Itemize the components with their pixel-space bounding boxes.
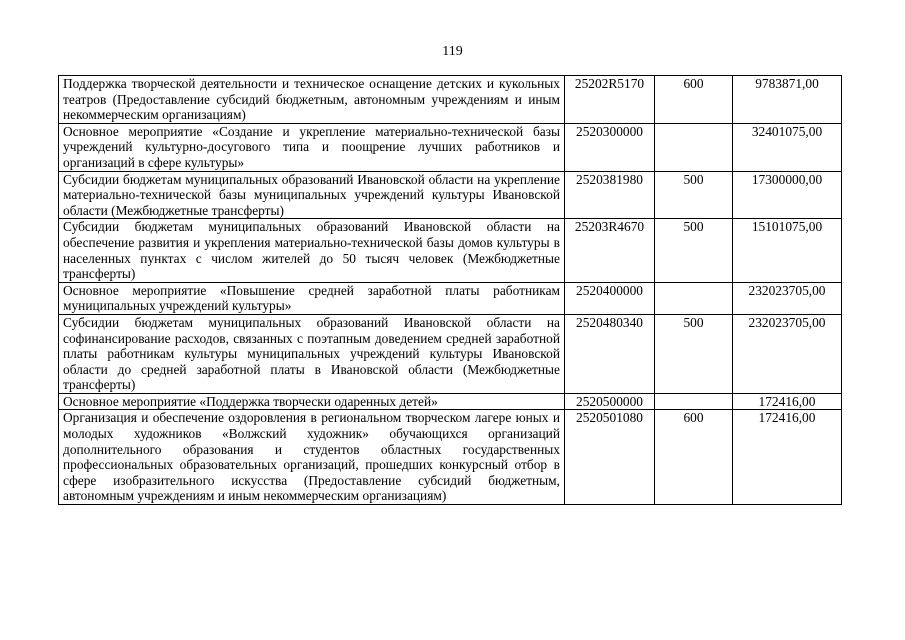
- row-expense-type: 500: [655, 219, 733, 282]
- row-target-code: 25203R4670: [565, 219, 655, 282]
- table-row: [59, 393, 842, 410]
- row-expense-type: 500: [655, 171, 733, 219]
- row-expense-type: 600: [655, 410, 733, 505]
- row-expense-type: 600: [655, 76, 733, 124]
- table-row: [59, 219, 842, 282]
- row-target-code: 2520500000: [565, 393, 655, 410]
- row-description: Субсидии бюджетам муниципальных образований Ивановской области на укрепление материально-технической базы муниципальных учреждений культуры Ивановской области (Межбюджетные трансферты): [59, 171, 565, 219]
- row-description: Поддержка творческой деятельности и техническое оснащение детских и кукольных театров (Предоставление субсидий бюджетным, автономным учреждениям и иным некоммерческим организациям): [59, 76, 565, 124]
- row-expense-type: [655, 282, 733, 314]
- table-row: [59, 410, 842, 505]
- page-number: 119: [442, 44, 463, 59]
- table-row: [59, 171, 842, 219]
- row-amount: 172416,00: [733, 410, 842, 505]
- budget-table: [58, 75, 842, 505]
- row-amount: 32401075,00: [733, 123, 842, 171]
- row-target-code: 25202R5170: [565, 76, 655, 124]
- row-amount: 232023705,00: [733, 314, 842, 393]
- row-amount: 17300000,00: [733, 171, 842, 219]
- table-row: [59, 282, 842, 314]
- row-amount: 232023705,00: [733, 282, 842, 314]
- row-amount: 9783871,00: [733, 76, 842, 124]
- row-target-code: 2520400000: [565, 282, 655, 314]
- row-description: Основное мероприятие «Поддержка творчески одаренных детей»: [59, 393, 565, 410]
- row-target-code: 2520381980: [565, 171, 655, 219]
- row-target-code: 2520300000: [565, 123, 655, 171]
- row-expense-type: [655, 393, 733, 410]
- row-amount: 15101075,00: [733, 219, 842, 282]
- row-target-code: 2520480340: [565, 314, 655, 393]
- row-expense-type: 500: [655, 314, 733, 393]
- row-description: Основное мероприятие «Повышение средней заработной платы работникам муниципальных учреждений культуры»: [59, 282, 565, 314]
- row-amount: 172416,00: [733, 393, 842, 410]
- table-row: [59, 314, 842, 393]
- row-target-code: 2520501080: [565, 410, 655, 505]
- row-description: Основное мероприятие «Создание и укрепление материально-технической базы учреждений культурно-досугового типа и поощрение лучших работников и организаций в сфере культуры»: [59, 123, 565, 171]
- row-description: Субсидии бюджетам муниципальных образований Ивановской области на обеспечение развития и укрепления материально-технической базы домов культуры в населенных пунктах с числом жителей до 50 тысяч человек (Межбюджетные трансферты): [59, 219, 565, 282]
- row-description: Субсидии бюджетам муниципальных образований Ивановской области на софинансирование расходов, связанных с поэтапным доведением средней заработной платы работникам культуры муниципальных учреждений культуры Ивановской области до средней заработной платы в Ивановской области (Межбюджетные трансферты): [59, 314, 565, 393]
- table-row: [59, 76, 842, 124]
- row-description: Организация и обеспечение оздоровления в региональном творческом лагере юных и молодых художников «Волжский художник» обучающихся организаций дополнительного образования и студентов областных государственных профессиональных образовательных организаций, прошедших конкурсный отбор в сфере изобразительного искусства (Предоставление субсидий бюджетным, автономным учреждениям и иным некоммерческим организациям): [59, 410, 565, 505]
- row-expense-type: [655, 123, 733, 171]
- table-row: [59, 123, 842, 171]
- budget-table-body: [59, 76, 842, 505]
